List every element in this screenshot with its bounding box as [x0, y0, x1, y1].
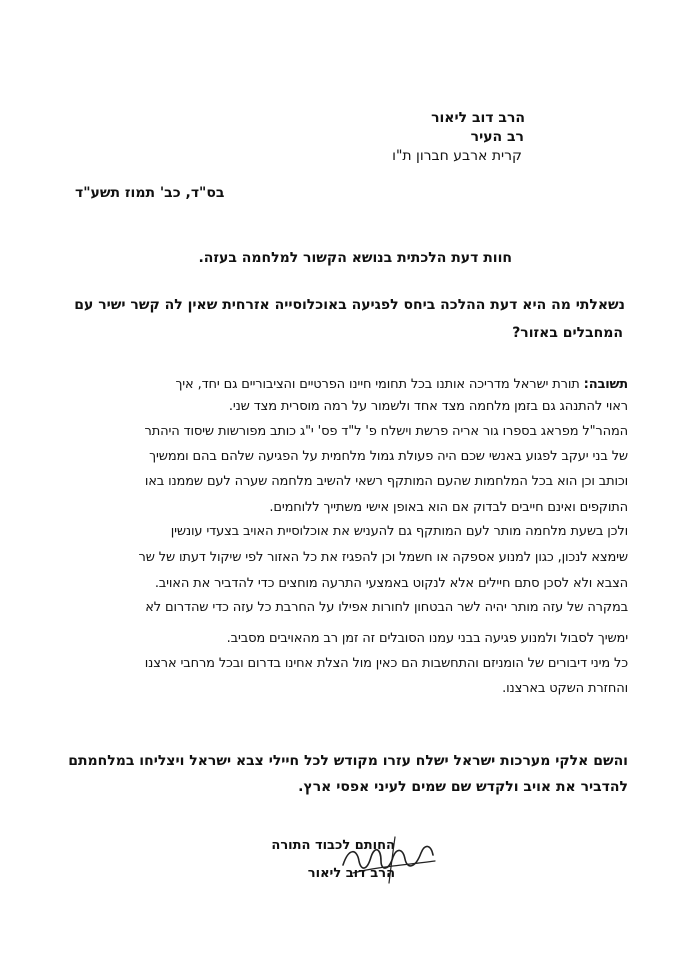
- answer-text-1: תורת ישראל מדריכה אותנו בכל תחומי חיינו הפרטיים והציבוריים גם יחד, איך: [175, 377, 580, 392]
- answer-line: התוקפים ואינם חייבים לבדוק אם הוא באופן אישי משתייך ללוחמים.: [269, 500, 628, 515]
- question-line-2: המחבלים באזור?: [512, 325, 623, 341]
- answer-line: של בני יעקב לפגוע באנשי שכם היה פעולת גמול מלחמית על הפגיעה שלהם בהם וממשיך: [149, 449, 628, 464]
- author-title: רב העיר: [470, 129, 524, 145]
- answer-line: ולכן בשעת מלחמה מותר לעם המותקף גם להעניש את אוכלוסיית האויב בצעדי עונשין: [170, 524, 628, 539]
- letter-date: בס"ד, כב' תמוז תשע"ד: [75, 185, 225, 201]
- answer-line: ראוי להתנהג גם בזמן מלחמה מצד אחד ולשמור על רמה מוסרית מצד שני.: [228, 399, 628, 414]
- answer-line: וכותב וכן הוא בכל המלחמות שהעם המותקף רשאי להשיב מלחמה שערה לעם שממנו באו: [144, 474, 628, 489]
- author-name: הרב דוב ליאור: [431, 110, 525, 126]
- answer-line: המהר"ל מפראג בספרו גור אריה פרשת וישלח פ' ל"ד פס' י"ג כותב מפורשות שיסוד היהתר: [144, 424, 628, 439]
- question-line-1: נשאלתי מה היא דעת ההלכה ביחס לפגיעה באוכלוסייה אזרחית שאין לה קשר ישיר עם: [74, 297, 625, 313]
- author-location: קרית ארבע חברון ת"ו: [392, 148, 522, 164]
- answer-line: שימצא לנכון, כגון למנוע אספקה או חשמל וכן להפגיז את כל האזור לפי שיקול דעתו של שר: [138, 550, 628, 565]
- answer-line: [78, 377, 628, 392]
- closing-line: והשם אלקי מערכות ישראל ישלח עזרו מקודש לכל חיילי צבא ישראל ויצליחו במלחמתם: [68, 753, 628, 769]
- answer-line: כל מיני דיבורים של הומניזם והתחשבות הם כאין מול הצלת אחינו בדרום ובכל מרחבי ארצנו: [144, 656, 628, 671]
- answer-line: במקרה של עזה מותר יהיה לשר הבטחון לחורות אפילו על החרבת כל עזה כדי שהדרום לא: [145, 600, 628, 615]
- signature-name: הרב דוב ליאור: [307, 866, 395, 881]
- answer-line: הצבא ולא לסכן סתם חיילים אלא לנקוט באמצעי התרעה מוחצים כדי להדביר את האויב.: [154, 576, 628, 591]
- signature-intro: החותם לכבוד התורה: [271, 838, 395, 853]
- letter-subject: חוות דעת הלכתית בנושא הקשור למלחמה בעזה.: [198, 250, 512, 266]
- closing-line: להדביר את אויב ולקדש שם שמים לעיני אפסי ארץ.: [298, 779, 628, 795]
- answer-label: תשובה:: [583, 377, 628, 392]
- answer-line: ימשיך לסבול ולמנוע פגיעה בבני עמנו הסובלים זה זמן רב מהאויבים מסביב.: [226, 631, 628, 646]
- answer-line: והחזרת השקט בארצנו.: [502, 681, 628, 696]
